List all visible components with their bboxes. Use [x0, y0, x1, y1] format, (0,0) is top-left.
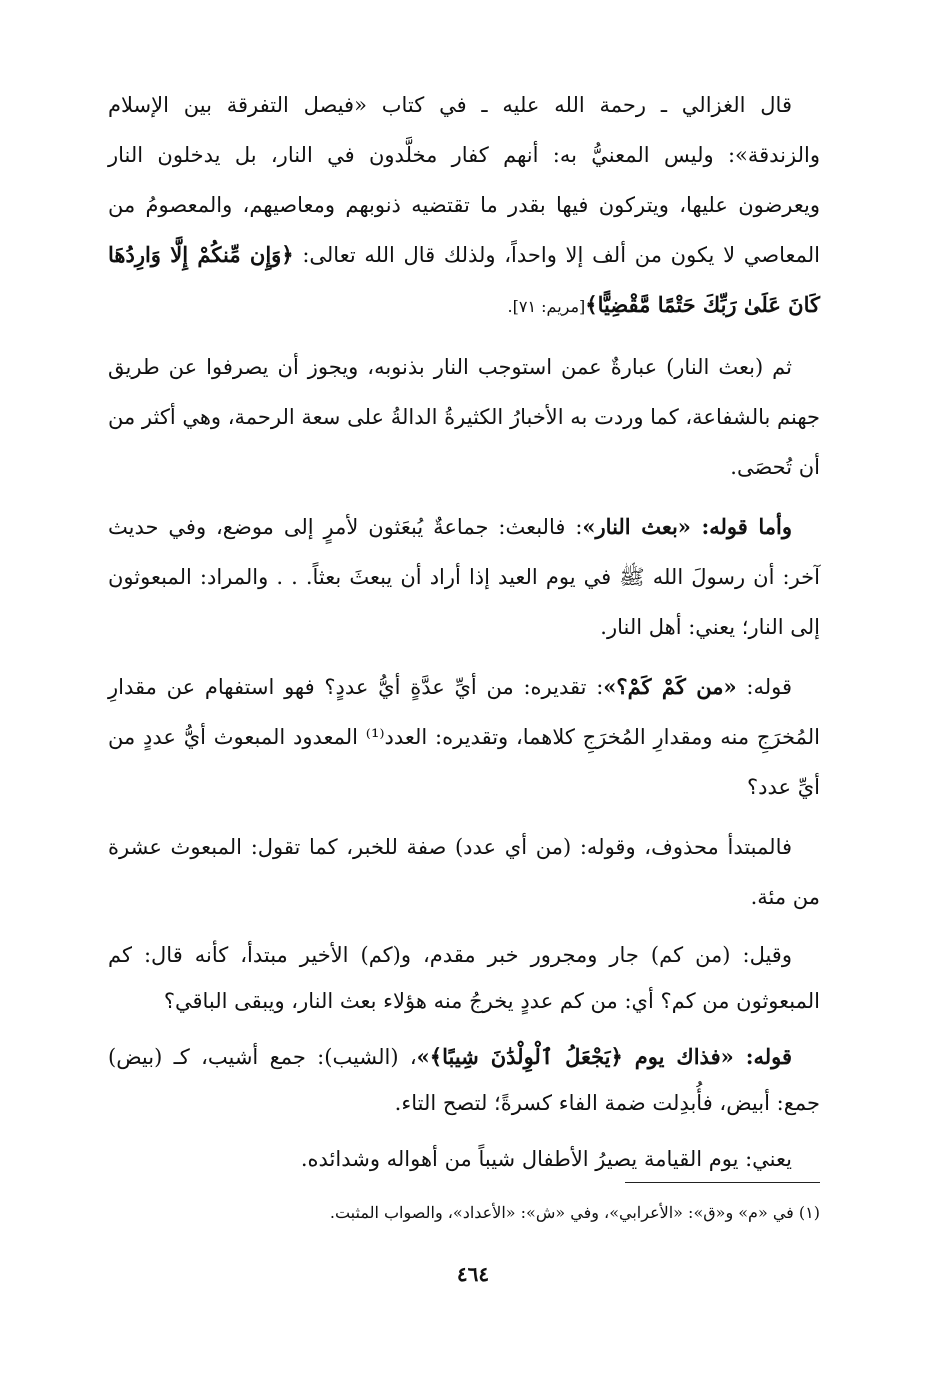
commentary-heading: قوله: «فذاك يوم ﴿يَجْعَلُ ٱلْوِلْدَٰنَ شِيبًا﴾»	[416, 1044, 792, 1069]
paragraph-min-kam	[108, 662, 820, 812]
paragraph-text: وقيل: (من كم) جار ومجرور خبر مقدم، و(كم) الأخير مبتدأ، كأنه قال: كم المبعوثون من كم؟ أي: من كم عددٍ يخرجُ منه هؤلاء بعث النار، ويبقى الباقي؟	[108, 943, 820, 1013]
paragraph-text: : فالبعث: جماعةٌ يُبعَثون لأمرٍ إلى موضع، وفي حديث آخر: أن رسولَ الله ﷺ في يوم العيد إذا أراد أن يبعثَ بعثاً. . . والمراد: المبعوثون إلى النار؛ يعني: أهل النار.	[108, 515, 820, 639]
footnote-marker: (١)	[798, 1203, 820, 1222]
commentary-heading: «من كَمْ كَمْ؟»	[603, 674, 737, 699]
footnote-text: في «م» و«ق»: «الأعرابي»، وفي «ش»: «الأعداد»، والصواب المثبت.	[329, 1203, 794, 1222]
footnote	[108, 1198, 820, 1228]
paragraph-text: : تقديره: من أيِّ عدَّةٍ أيُّ عددٍ؟ فهو استفهام عن مقدارِ المُخرَجِ منه ومقدارِ المُخرَجِ كلاهما، وتقديره: العدد⁽¹⁾ المعدود المبعوث أيُّ عددٍ من أيِّ عدد؟	[108, 675, 820, 799]
paragraph-qila	[108, 932, 820, 1024]
paragraph-text: يعني: يوم القيامة يصيرُ الأطفال شيباً من أهواله وشدائده.	[300, 1147, 792, 1171]
paragraph-ghazali-quote	[108, 80, 820, 332]
paragraph-text: قال الغزالي ـ رحمة الله عليه ـ في كتاب «فيصل التفرقة بين الإسلام والزندقة»: وليس المعنيُّ به: أنهم كفار مخلَّدون في النار، بل يدخلون النار ويعرضون عليها، ويتركون فيها بقدر ما تقتضيه ذنوبهم ومعاصيهم، والمعصومُ من المعاصي لا يكون من ألف إلا واحداً، ولذلك قال الله تعالى:	[108, 93, 820, 267]
paragraph-text: ، (الشيب): جمع أشيب، كـ (بيض) جمع: أبيض، فأُبدِلت ضمة الفاء كسرةً؛ لتصح التاء.	[108, 1045, 820, 1115]
page-body	[108, 80, 820, 1192]
page-number: ٤٦٤	[456, 1262, 490, 1286]
paragraph-text: فالمبتدأ محذوف، وقوله: (من أي عدد) صفة للخبر، كما تقول: المبعوث عشرة من مئة.	[108, 835, 820, 909]
commentary-heading: وأما قوله: «بعث النار»	[582, 514, 793, 539]
paragraph-text: قوله:	[736, 675, 793, 699]
paragraph-text: ثم (بعث النار) عبارةٌ عمن استوجب النار بذنوبه، ويجوز أن يصرفوا عن طريق جهنم بالشفاعة، كما وردت به الأخبارُ الكثيرةُ الدالةُ على سعة الرحمة، وهي أكثر من أن تُحصَى.	[108, 355, 820, 479]
paragraph-bath-meaning	[108, 502, 820, 652]
paragraph-bath-al-nar	[108, 342, 820, 492]
quran-verse: ﴿وَإِن مِّنكُمْ إِلَّا وَارِدُهَا كَانَ عَلَىٰ رَبِّكَ حَتْمًا مَّقْضِيًّا﴾	[108, 242, 820, 317]
paragraph-yaani	[108, 1136, 820, 1182]
paragraph-shib	[108, 1034, 820, 1126]
paragraph-mubtada	[108, 822, 820, 922]
footnote-divider	[625, 1182, 820, 1183]
verse-reference: [مريم: ٧١].	[507, 297, 586, 316]
